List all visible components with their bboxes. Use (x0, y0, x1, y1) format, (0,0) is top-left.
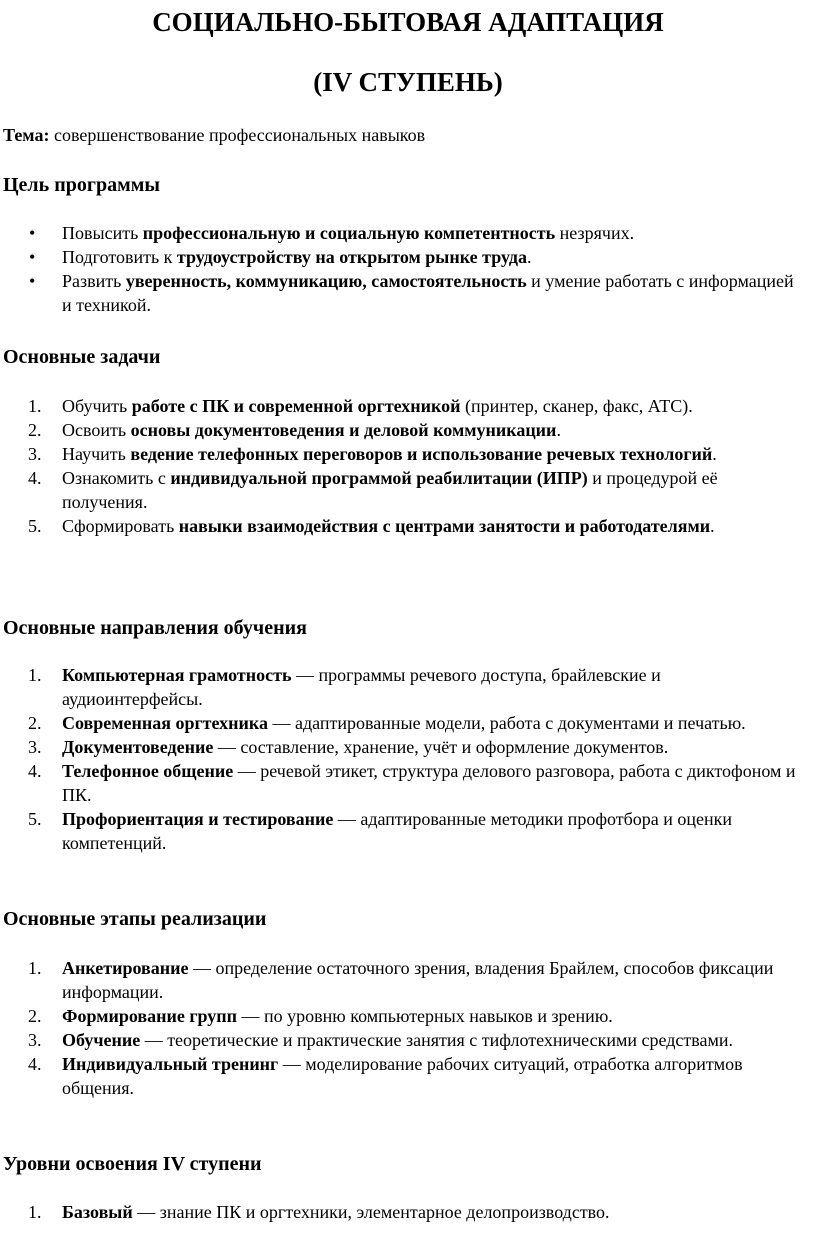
list-item (0, 245, 800, 269)
item-bold-text: Анкетирование (62, 958, 189, 978)
item-text: — знание ПК и оргтехники, элементарное делопроизводство. (132, 1202, 610, 1222)
number-marker: 4. (28, 761, 42, 781)
list-item (0, 394, 800, 418)
item-text: — по уровню компьютерных навыков и зрению. (237, 1006, 613, 1026)
number-marker: 5. (28, 516, 42, 536)
item-bold-text: Индивидуальный тренинг (62, 1054, 279, 1074)
item-text: . (526, 247, 532, 267)
item-bold-text: профессиональную и социальную компетентность (142, 223, 556, 243)
directions-heading: Основные направления обучения (3, 617, 307, 639)
list-item (0, 1028, 800, 1052)
topic-text: совершенствование профессиональных навыков (49, 125, 426, 145)
item-bold-text: индивидуальной программой реабилитации (ИПР) (170, 468, 588, 488)
item-text: — речевой этикет, структура делового разговора, работа с диктофоном и ПК. (62, 761, 796, 805)
list-item (0, 514, 800, 538)
item-text: — определение остаточного зрения, владения Брайлем, способов фиксации информации. (62, 958, 774, 1002)
document-title-line1: СОЦИАЛЬНО-БЫТОВАЯ АДАПТАЦИЯ (152, 7, 664, 37)
list-item (0, 663, 800, 711)
tasks-list (0, 394, 800, 538)
list-item (0, 418, 800, 442)
item-bold-text: трудоустройству на открытом рынке труда (176, 247, 527, 267)
item-bold-text: уверенность, коммуникацию, самостоятельность (125, 271, 527, 291)
goals-list (0, 221, 800, 317)
list-item (0, 735, 800, 759)
item-bold-text: Телефонное общение (62, 761, 234, 781)
item-text: — адаптированные методики профотбора и оценки компетенций. (62, 809, 733, 853)
list-item (0, 1200, 800, 1224)
directions-list (0, 663, 800, 855)
item-bold-text: основы документоведения и деловой коммуникации (130, 420, 557, 440)
item-text: Обучить (62, 396, 132, 416)
number-marker: 3. (28, 444, 42, 464)
list-item (0, 466, 800, 514)
number-marker: 4. (28, 1054, 42, 1074)
item-text: Ознакомить с (62, 468, 171, 488)
stages-heading: Основные этапы реализации (3, 908, 267, 930)
levels-list (0, 1200, 800, 1224)
item-bold-text: работе с ПК и современной оргтехникой (131, 396, 461, 416)
number-marker: 1. (28, 958, 42, 978)
item-bold-text: Обучение (62, 1030, 141, 1050)
item-text: — адаптированные модели, работа с документами и печатью. (268, 713, 746, 733)
number-marker: 2. (28, 713, 42, 733)
bullet-marker: • (29, 271, 36, 291)
item-text: — программы речевого доступа, брайлевские и аудиоинтерфейсы. (62, 665, 661, 709)
list-item (0, 807, 800, 855)
item-text: Развить (62, 271, 126, 291)
item-bold-text: Документоведение (62, 737, 214, 757)
item-bold-text: ведение телефонных переговоров и использование речевых технологий (130, 444, 713, 464)
number-marker: 1. (28, 1202, 42, 1222)
topic-label: Тема: (3, 125, 50, 145)
item-text: — теоретические и практические занятия с тифлотехническими средствами. (140, 1030, 734, 1050)
item-bold-text: навыки взаимодействия с центрами занятости и работодателями (178, 516, 711, 536)
number-marker: 5. (28, 809, 42, 829)
item-text: . (710, 516, 715, 536)
item-text: Повысить (62, 223, 143, 243)
item-text: Подготовить к (62, 247, 177, 267)
list-item (0, 221, 800, 245)
number-marker: 3. (28, 1030, 42, 1050)
number-marker: 3. (28, 737, 42, 757)
item-text: (принтер, сканер, факс, АТС). (460, 396, 693, 416)
levels-heading: Уровни освоения IV ступени (3, 1153, 262, 1175)
tasks-heading: Основные задачи (3, 346, 161, 368)
item-text: — моделирование рабочих ситуаций, отработка алгоритмов общения. (62, 1054, 743, 1098)
list-item (0, 956, 800, 1004)
number-marker: 4. (28, 468, 42, 488)
item-text: . (556, 420, 561, 440)
item-text: Освоить (62, 420, 131, 440)
topic-line (3, 123, 425, 147)
bullet-marker: • (29, 223, 36, 243)
list-item (0, 269, 800, 317)
item-text: и процедурой её получения. (62, 468, 718, 512)
list-item (0, 711, 800, 735)
number-marker: 1. (28, 396, 42, 416)
item-bold-text: Современная оргтехника (62, 713, 268, 733)
document-title-line2: (IV СТУПЕНЬ) (313, 67, 503, 97)
stages-list (0, 956, 800, 1100)
item-text: — составление, хранение, учёт и оформление документов. (213, 737, 669, 757)
item-text: . (712, 444, 717, 464)
item-text: Сформировать (62, 516, 179, 536)
list-item (0, 759, 800, 807)
item-bold-text: Профориентация и тестирование (62, 809, 334, 829)
item-bold-text: Компьютерная грамотность (62, 665, 292, 685)
bullet-marker: • (29, 247, 36, 267)
goals-heading: Цель программы (3, 174, 160, 196)
list-item (0, 1052, 800, 1100)
item-text: и умение работать с информацией и техникой. (62, 271, 794, 315)
item-text: незрячих. (555, 223, 635, 243)
item-text: Научить (62, 444, 131, 464)
list-item (0, 1004, 800, 1028)
item-bold-text: Формирование групп (62, 1006, 238, 1026)
item-bold-text: Базовый (62, 1202, 133, 1222)
list-item (0, 442, 800, 466)
number-marker: 2. (28, 420, 42, 440)
number-marker: 2. (28, 1006, 42, 1026)
number-marker: 1. (28, 665, 42, 685)
